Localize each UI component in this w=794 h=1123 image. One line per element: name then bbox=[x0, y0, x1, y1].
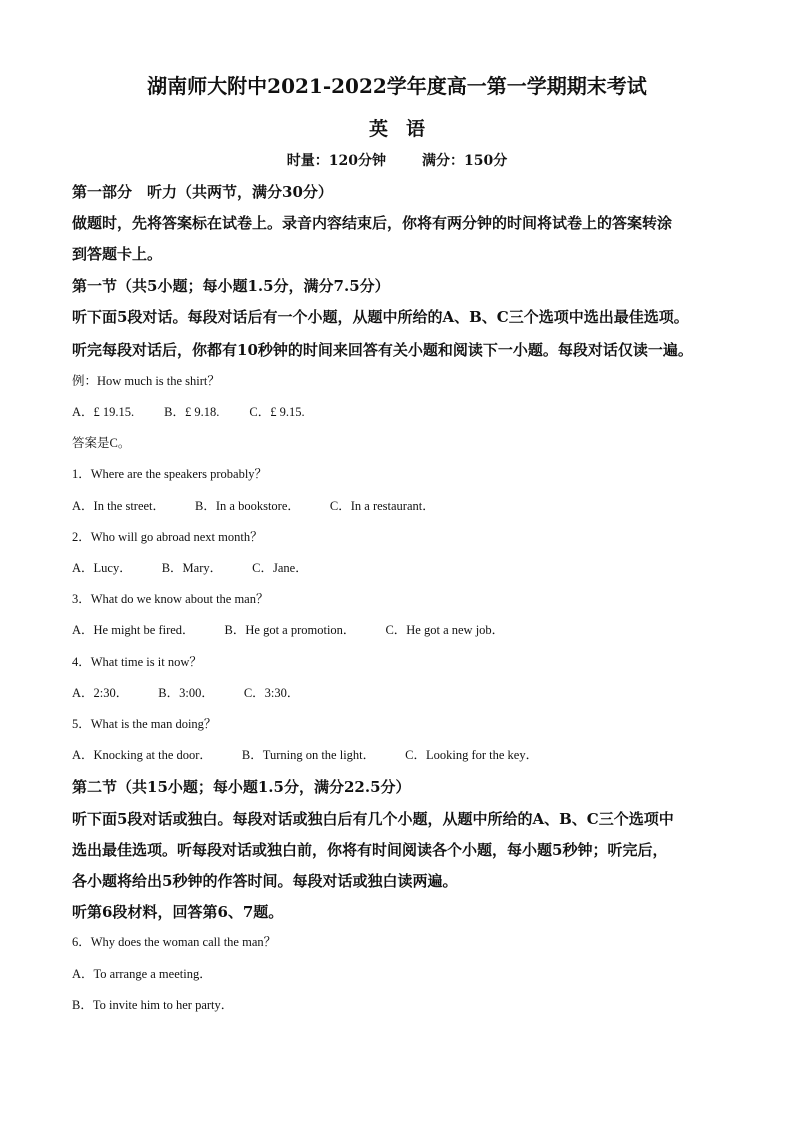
question-2: 2．Who will go abroad next month？ bbox=[72, 530, 263, 544]
exam-title: 湖南师大附中2021-2022学年度高一第一学期期末考试 bbox=[147, 74, 647, 98]
option-a: A．2:30． bbox=[72, 686, 129, 700]
exam-meta bbox=[0, 150, 794, 170]
example-answer: 答案是C。 bbox=[72, 436, 131, 450]
option-b: B．£ 9.18. bbox=[164, 405, 220, 419]
material-6-heading: 听第6段材料，回答第6、7题。 bbox=[72, 903, 284, 921]
option-a: A．Lucy． bbox=[72, 561, 132, 575]
full-score: 满分：150分 bbox=[422, 153, 508, 169]
question-2-options bbox=[72, 558, 308, 576]
option-b: B．Mary． bbox=[161, 561, 223, 575]
option-a: A．He might be fired． bbox=[72, 623, 195, 637]
option-c: C．£ 9.15. bbox=[249, 405, 305, 419]
section1-instructions-line-1: 听下面5段对话。每段对话后有一个小题，从题中所给的A、B、C三个选项中选出最佳选项。 bbox=[72, 308, 689, 326]
example-options bbox=[72, 402, 305, 420]
option-c: C．In a restaurant． bbox=[329, 499, 435, 513]
question-3: 3．What do we know about the man？ bbox=[72, 592, 269, 606]
option-a: A．Knocking at the door． bbox=[72, 748, 212, 762]
question-4-options bbox=[72, 683, 299, 701]
question-6-option-b: B．To invite him to her party． bbox=[72, 998, 234, 1012]
option-a: A．£ 19.15. bbox=[72, 405, 135, 419]
section2-heading: 第二节（共15小题；每小题1.5分，满分22.5分） bbox=[72, 778, 411, 796]
question-5-options bbox=[72, 745, 538, 763]
section2-instructions-line-2: 选出最佳选项。听每段对话或独白前，你将有时间阅读各个小题，每小题5秒钟；听完后， bbox=[72, 841, 668, 859]
time-limit: 时量：120分钟 bbox=[286, 153, 386, 169]
option-b: B．Turning on the light． bbox=[241, 748, 376, 762]
option-c: C．Jane． bbox=[252, 561, 308, 575]
question-1: 1．Where are the speakers probably？ bbox=[72, 467, 268, 481]
question-6: 6．Why does the woman call the man？ bbox=[72, 935, 277, 949]
subject-title: 英语 bbox=[368, 118, 443, 140]
part1-instructions-line-1: 做题时，先将答案标在试卷上。录音内容结束后，你将有两分钟的时间将试卷上的答案转涂 bbox=[72, 214, 673, 232]
option-b: B．In a bookstore． bbox=[195, 499, 300, 513]
question-6-option-a: A．To arrange a meeting． bbox=[72, 967, 212, 981]
option-b: B．3:00． bbox=[158, 686, 214, 700]
part1-heading: 第一部分 听力（共两节，满分30分） bbox=[72, 183, 333, 201]
option-c: C．Looking for the key． bbox=[405, 748, 539, 762]
example-question: 例：How much is the shirt？ bbox=[72, 374, 220, 388]
question-3-options bbox=[72, 620, 504, 638]
question-1-options bbox=[72, 496, 435, 514]
option-c: C．3:30． bbox=[243, 686, 300, 700]
section2-instructions-line-1: 听下面5段对话或独白。每段对话或独白后有几个小题，从题中所给的A、B、C三个选项中 bbox=[72, 810, 674, 828]
option-c: C．He got a new job． bbox=[385, 623, 505, 637]
section1-heading: 第一节（共5小题；每小题1.5分，满分7.5分） bbox=[72, 277, 390, 295]
section1-instructions-line-2: 听完每段对话后，你都有10秒钟的时间来回答有关小题和阅读下一小题。每段对话仅读一遍。 bbox=[72, 341, 693, 359]
question-4: 4．What time is it now？ bbox=[72, 655, 202, 669]
part1-instructions-line-2: 到答题卡上。 bbox=[72, 245, 163, 263]
question-5: 5．What is the man doing？ bbox=[72, 717, 217, 731]
option-b: B．He got a promotion． bbox=[224, 623, 356, 637]
section2-instructions-line-3: 各小题将给出5秒钟的作答时间。每段对话或独白读两遍。 bbox=[72, 872, 458, 890]
option-a: A．In the street． bbox=[72, 499, 166, 513]
